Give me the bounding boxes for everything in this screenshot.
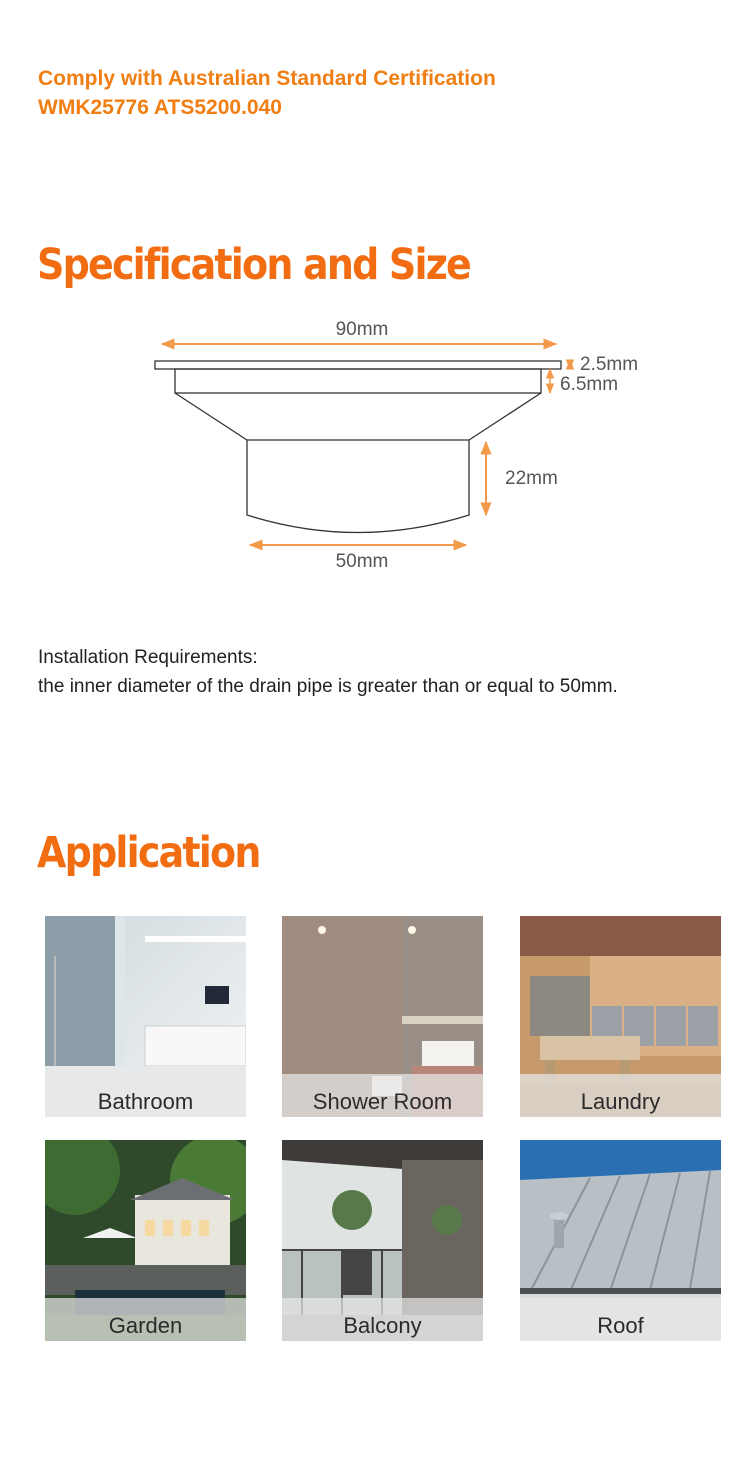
installation-requirements xyxy=(38,643,618,701)
tile-label: Roof xyxy=(520,1298,721,1341)
application-tile-bathroom xyxy=(45,916,246,1117)
installation-heading: Installation Requirements: xyxy=(38,647,258,668)
tile-label: Laundry xyxy=(520,1074,721,1117)
tile-label: Bathroom xyxy=(45,1074,246,1117)
certification-line-2: WMK25776 ATS5200.040 xyxy=(38,96,282,119)
collar-label: 6.5mm xyxy=(560,374,619,395)
application-tile-roof xyxy=(520,1140,721,1341)
application-section-title: Application xyxy=(37,827,260,878)
drain-outline xyxy=(155,361,561,533)
tile-label: Shower Room xyxy=(282,1074,483,1117)
application-tile-garden xyxy=(45,1140,246,1341)
tile-label: Garden xyxy=(45,1298,246,1341)
flange-label: 2.5mm xyxy=(580,354,639,375)
base-label: 50mm xyxy=(335,551,389,572)
tile-label: Balcony xyxy=(282,1298,483,1341)
width-label: 90mm xyxy=(335,319,389,340)
size-diagram xyxy=(0,300,750,590)
height-label: 22mm xyxy=(505,468,558,489)
application-tile-laundry xyxy=(520,916,721,1117)
installation-text: the inner diameter of the drain pipe is greater than or equal to 50mm. xyxy=(38,676,618,697)
application-tile-balcony xyxy=(282,1140,483,1341)
certification-line-1: Comply with Australian Standard Certification xyxy=(38,67,496,90)
certification-text xyxy=(38,64,496,122)
application-tile-shower-room xyxy=(282,916,483,1117)
spec-section-title: Specification and Size xyxy=(37,239,471,290)
